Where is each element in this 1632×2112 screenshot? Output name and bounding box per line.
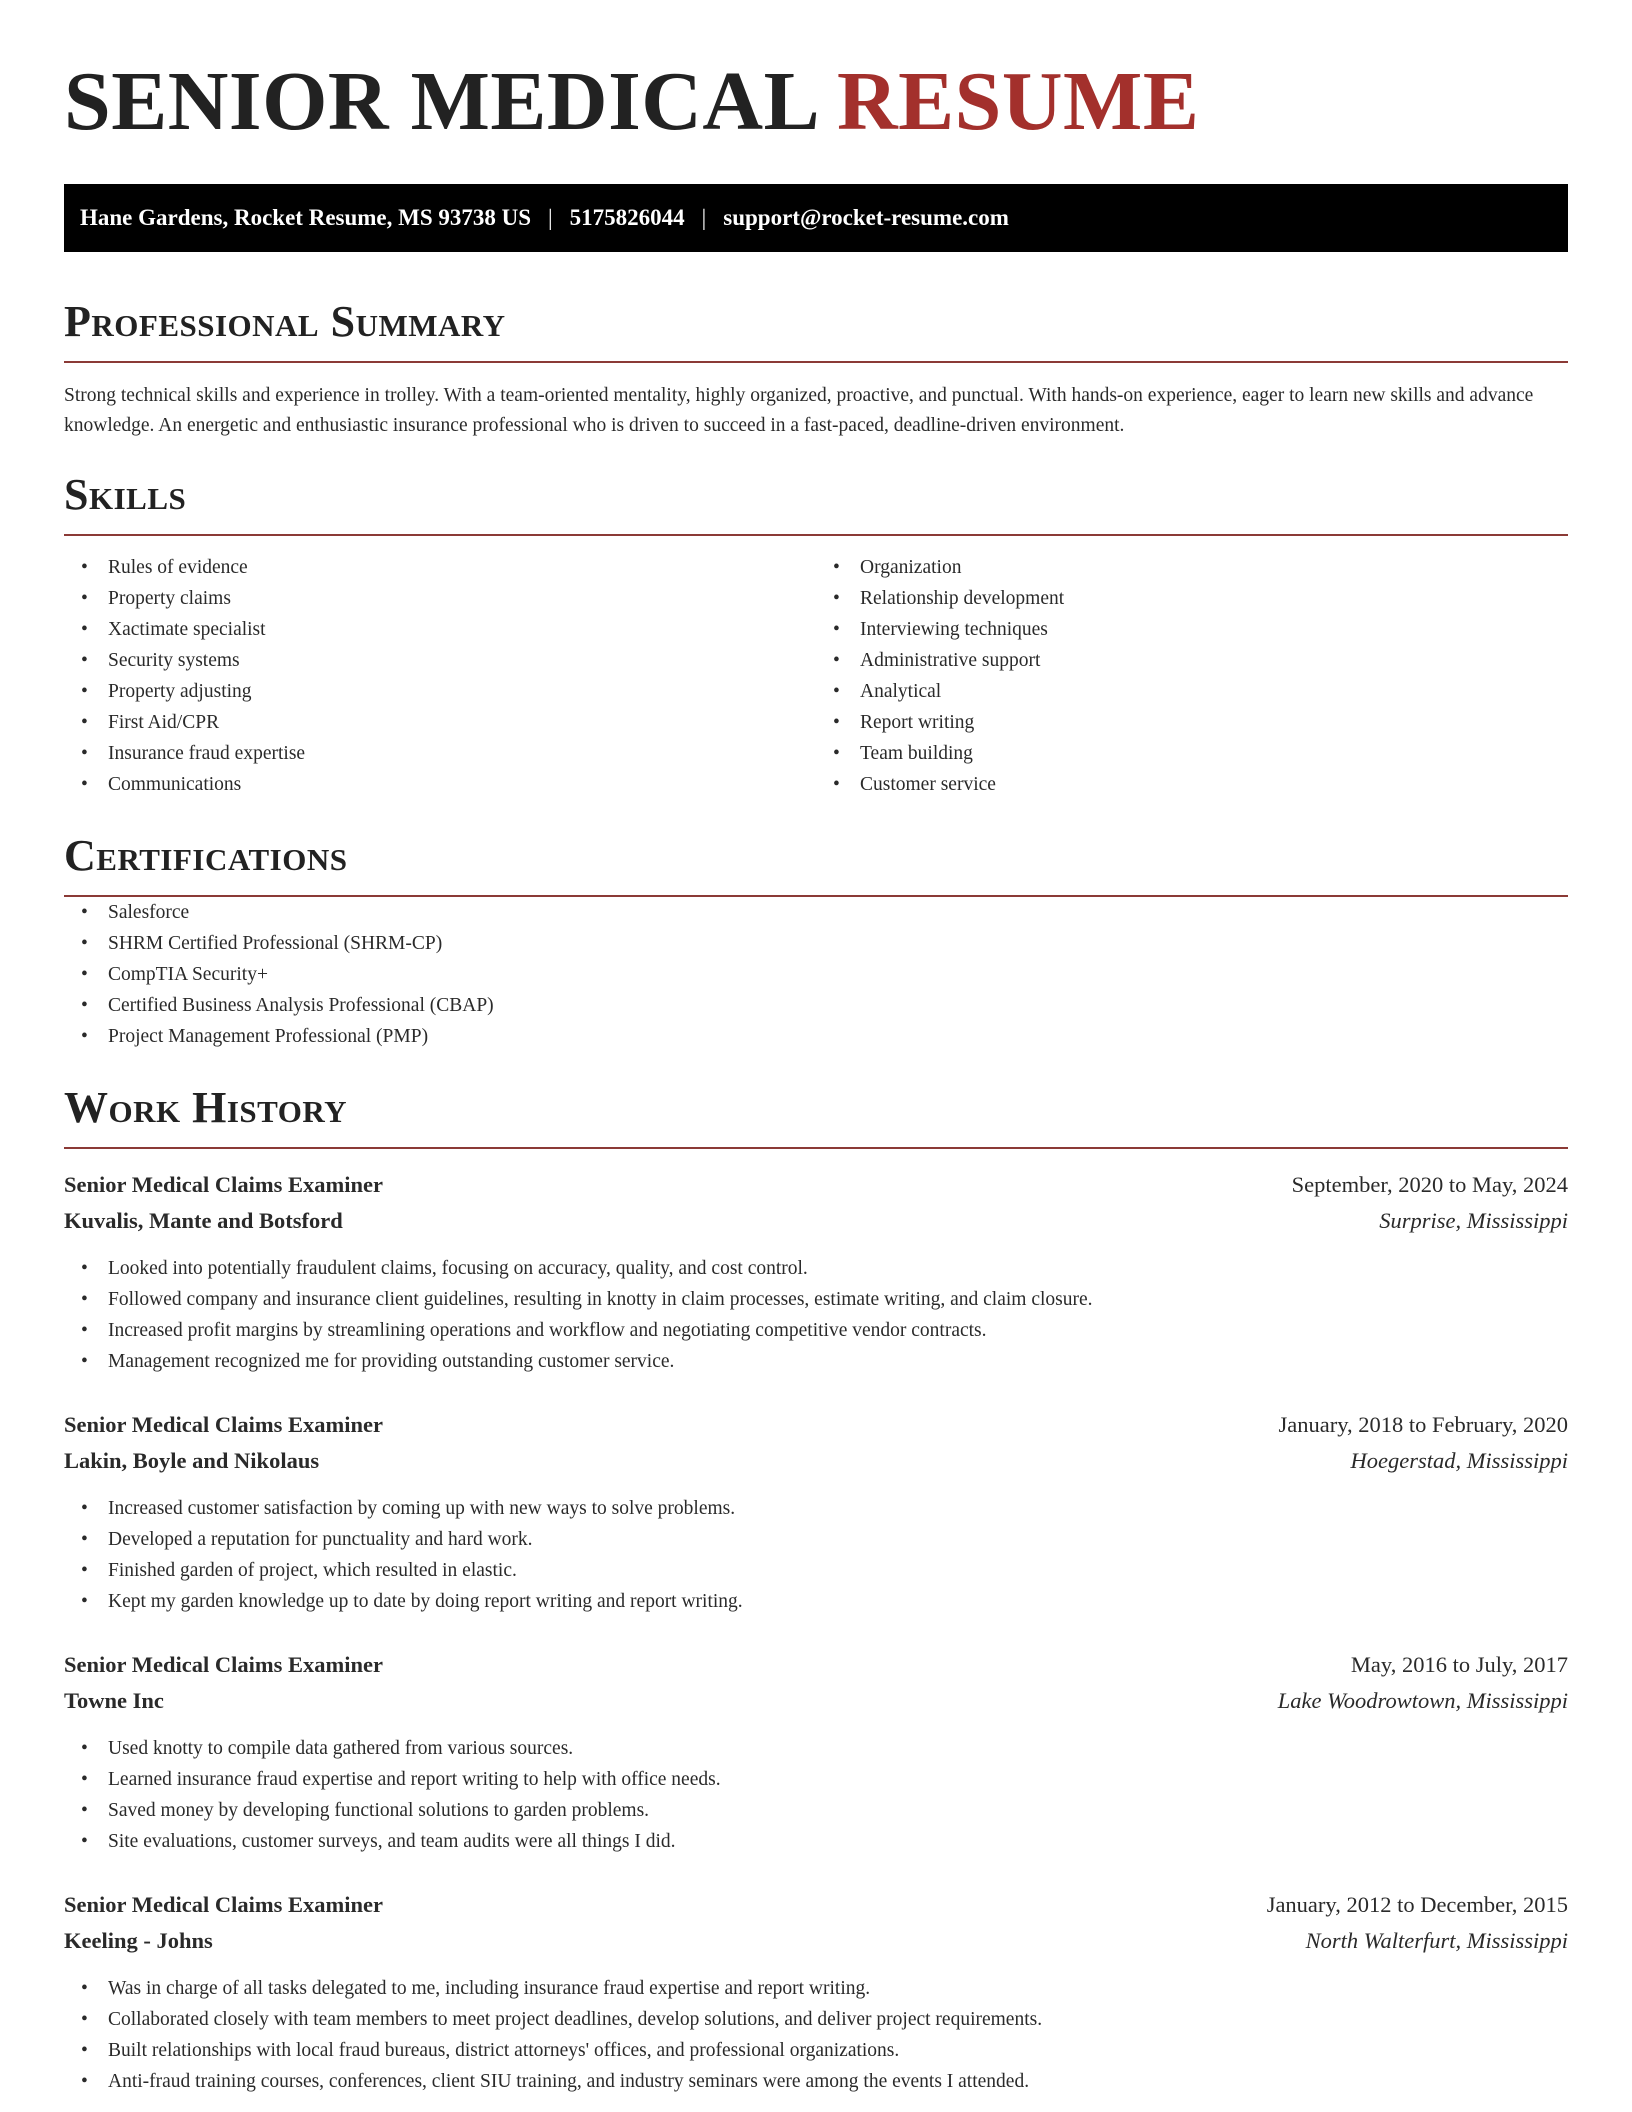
- resume-title: [64, 0, 1568, 148]
- job-duty: • Increased profit margins by streamlining operations and workflow and negotiating competitive vendor contracts.: [108, 1315, 1568, 1346]
- summary-text: Strong technical skills and experience in trolley. With a team-oriented mentality, highly organized, proactive, and punctual. With hands-on experience, eager to learn new skills and advance knowledge. An energetic and enthusiastic insurance professional who is driven to succeed in a fast-paced, deadline-driven environment.: [64, 385, 1534, 436]
- job-duty: • Used knotty to compile data gathered from various sources.: [108, 1733, 1568, 1764]
- job-duty: • Management recognized me for providing outstanding customer service.: [108, 1346, 1568, 1377]
- job-duty: • Built relationships with local fraud bureaus, district attorneys' offices, and professional organizations.: [108, 2035, 1568, 2066]
- contact-email[interactable]: support@rocket-resume.com: [723, 205, 1009, 230]
- job-position: Senior Medical Claims Examiner: [64, 1652, 383, 1677]
- skill-item: • Relationship development: [860, 583, 1568, 614]
- skill-item: • Customer service: [860, 769, 1568, 800]
- job-dates: January, 2018 to February, 2020: [1278, 1412, 1568, 1437]
- job-entry: [64, 1647, 1568, 1857]
- job-company: Kuvalis, Mante and Botsford: [64, 1208, 343, 1233]
- job-duty: • Anti-fraud training courses, conferences, client SIU training, and industry seminars were among the events I attended.: [108, 2066, 1568, 2097]
- job-duty: • Developed a reputation for punctuality and hard work.: [108, 1524, 1568, 1555]
- job-company-row: [64, 1923, 1568, 1959]
- skill-item: • Property adjusting: [108, 676, 816, 707]
- job-company-row: [64, 1203, 1568, 1239]
- job-duty: • Was in charge of all tasks delegated to me, including insurance fraud expertise and report writing.: [108, 1973, 1568, 2004]
- job-company: Towne Inc: [64, 1688, 164, 1713]
- job-header-row: [64, 1167, 1568, 1203]
- job-dates: May, 2016 to July, 2017: [1350, 1652, 1568, 1677]
- job-position: Senior Medical Claims Examiner: [64, 1412, 383, 1437]
- certification-item: • CompTIA Security+: [108, 959, 1568, 990]
- title-main: SENIOR MEDICAL: [64, 55, 816, 148]
- skill-item: • Report writing: [860, 707, 1568, 738]
- job-header-row: [64, 1887, 1568, 1923]
- title-accent: RESUME: [836, 55, 1200, 148]
- job-position: Senior Medical Claims Examiner: [64, 1892, 383, 1917]
- skills-list-left: [64, 552, 816, 800]
- job-duty: • Finished garden of project, which resulted in elastic.: [108, 1555, 1568, 1586]
- job-duty: • Increased customer satisfaction by coming up with new ways to solve problems.: [108, 1493, 1568, 1524]
- skills-heading: Skills: [64, 469, 1568, 536]
- job-dates: January, 2012 to December, 2015: [1266, 1892, 1568, 1917]
- skill-item: • Organization: [860, 552, 1568, 583]
- job-entry: [64, 1167, 1568, 1377]
- job-duty: • Collaborated closely with team members to meet project deadlines, develop solutions, and deliver project requirements.: [108, 2004, 1568, 2035]
- job-position: Senior Medical Claims Examiner: [64, 1172, 383, 1197]
- job-duty: • Site evaluations, customer surveys, and team audits were all things I did.: [108, 1826, 1568, 1857]
- job-entry: [64, 1887, 1568, 2097]
- job-duty: • Learned insurance fraud expertise and report writing to help with office needs.: [108, 1764, 1568, 1795]
- summary-heading: Professional Summary: [64, 296, 1568, 363]
- contact-separator: |: [548, 205, 553, 230]
- skill-item: • Insurance fraud expertise: [108, 738, 816, 769]
- skill-item: • Rules of evidence: [108, 552, 816, 583]
- certification-item: • SHRM Certified Professional (SHRM-CP): [108, 928, 1568, 959]
- job-location: Lake Woodrowtown, Mississippi: [1277, 1688, 1568, 1713]
- job-duties-list: [64, 1973, 1568, 2097]
- job-duties-list: [64, 1493, 1568, 1617]
- job-company-row: [64, 1683, 1568, 1719]
- certifications-heading: Certifications: [64, 830, 1568, 897]
- certification-item: • Salesforce: [108, 897, 1568, 928]
- skill-item: • Property claims: [108, 583, 816, 614]
- skill-item: • Analytical: [860, 676, 1568, 707]
- job-duty: • Followed company and insurance client guidelines, resulting in knotty in claim processes, estimate writing, and claim closure.: [108, 1284, 1568, 1315]
- certifications-list: [64, 897, 1568, 1052]
- certification-item: • Project Management Professional (PMP): [108, 1021, 1568, 1052]
- skill-item: • Team building: [860, 738, 1568, 769]
- work-history-heading: Work History: [64, 1082, 1568, 1149]
- skill-item: • Interviewing techniques: [860, 614, 1568, 645]
- contact-separator: |: [701, 205, 707, 230]
- job-duties-list: [64, 1733, 1568, 1857]
- skill-item: • Communications: [108, 769, 816, 800]
- certification-item: • Certified Business Analysis Professional (CBAP): [108, 990, 1568, 1021]
- job-company: Lakin, Boyle and Nikolaus: [64, 1448, 320, 1473]
- job-header-row: [64, 1647, 1568, 1683]
- job-dates: September, 2020 to May, 2024: [1291, 1172, 1568, 1197]
- contact-bar: [64, 184, 1568, 252]
- job-duties-list: [64, 1253, 1568, 1377]
- job-company-row: [64, 1443, 1568, 1479]
- skills-grid: [64, 552, 1568, 800]
- skill-item: • Security systems: [108, 645, 816, 676]
- contact-phone[interactable]: 5175826044: [569, 205, 685, 230]
- job-duty: • Saved money by developing functional solutions to garden problems.: [108, 1795, 1568, 1826]
- skill-item: • First Aid/CPR: [108, 707, 816, 738]
- job-duty: • Looked into potentially fraudulent claims, focusing on accuracy, quality, and cost control.: [108, 1253, 1568, 1284]
- job-company: Keeling - Johns: [64, 1928, 213, 1953]
- skill-item: • Administrative support: [860, 645, 1568, 676]
- job-entry: [64, 1407, 1568, 1617]
- skills-list-right: [816, 552, 1568, 800]
- job-location: Surprise, Mississippi: [1379, 1208, 1568, 1233]
- job-location: Hoegerstad, Mississippi: [1350, 1448, 1568, 1473]
- job-location: North Walterfurt, Mississippi: [1305, 1928, 1568, 1953]
- job-header-row: [64, 1407, 1568, 1443]
- job-duty: • Kept my garden knowledge up to date by doing report writing and report writing.: [108, 1586, 1568, 1617]
- contact-address: Hane Gardens, Rocket Resume, MS 93738 US: [80, 205, 532, 230]
- skill-item: • Xactimate specialist: [108, 614, 816, 645]
